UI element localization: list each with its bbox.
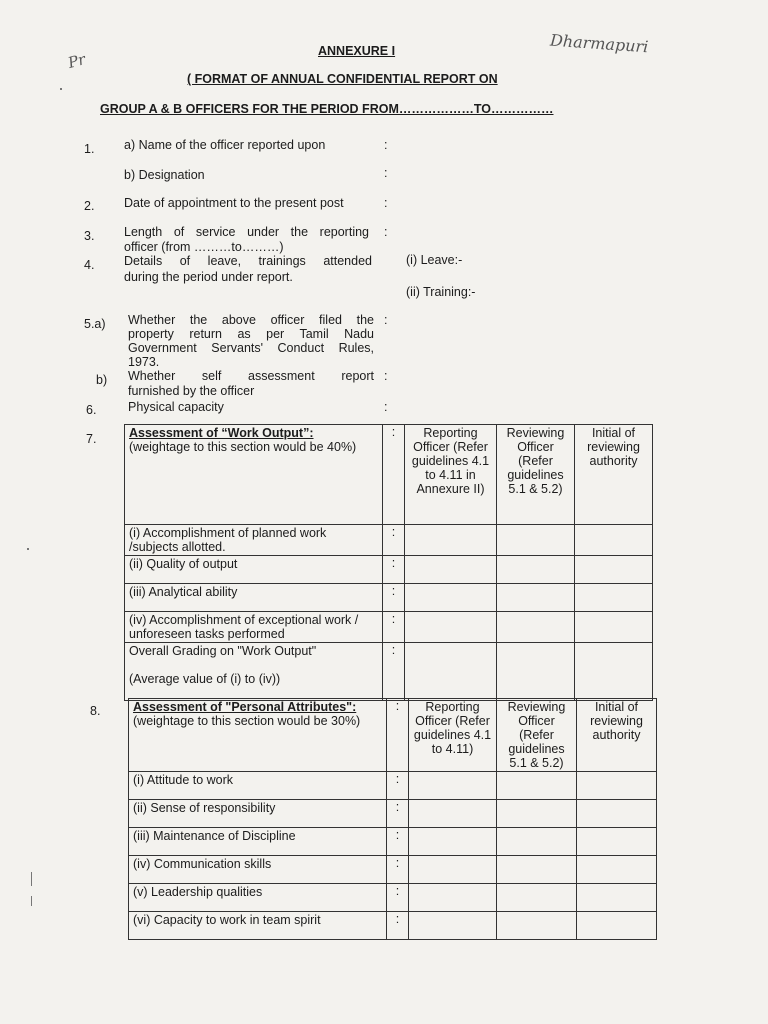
row-colon: :: [387, 856, 409, 884]
row-label: (ii) Sense of responsibility: [129, 800, 387, 828]
initial-cell[interactable]: [577, 828, 657, 856]
item-5a-line2: property return as per Tamil Nadu: [128, 327, 374, 341]
scan-dot: [60, 88, 62, 90]
table-row: [129, 800, 657, 828]
form-title-line2: GROUP A & B OFFICERS FOR THE PERIOD FROM………………TO……………: [100, 102, 554, 116]
reviewing-cell[interactable]: [497, 856, 577, 884]
table-row: [129, 856, 657, 884]
initial-cell[interactable]: [575, 584, 653, 612]
row-colon: :: [387, 800, 409, 828]
item-5a-colon: :: [384, 313, 388, 327]
row-colon: :: [387, 884, 409, 912]
item-4-line1: Details of leave, trainings attended: [124, 254, 372, 268]
item-3-number: 3.: [84, 229, 95, 243]
initial-cell[interactable]: [577, 772, 657, 800]
reviewing-cell[interactable]: [497, 828, 577, 856]
initial-cell[interactable]: [575, 612, 653, 643]
work-output-header-row: [125, 425, 653, 525]
row-colon: :: [383, 525, 405, 556]
col-reviewing-officer: Reviewing Officer (Refer guidelines 5.1 & 5.2): [497, 425, 575, 525]
reviewing-cell[interactable]: [497, 556, 575, 584]
row-colon: :: [383, 584, 405, 612]
personal-attributes-header-colon: :: [387, 699, 409, 772]
item-4-number: 4.: [84, 258, 95, 272]
reviewing-cell[interactable]: [497, 772, 577, 800]
table-row: [125, 584, 653, 612]
row-label: (ii) Quality of output: [125, 556, 383, 584]
handwritten-place-name: Dharmapuri: [549, 30, 649, 57]
item-3-line2: officer (from ………to………): [124, 240, 284, 254]
item-4-leave-label: (i) Leave:-: [406, 253, 463, 267]
row-colon: :: [387, 828, 409, 856]
item-4-training-label: (ii) Training:-: [406, 285, 476, 299]
row-colon: :: [387, 912, 409, 940]
item-5b-colon: :: [384, 369, 388, 383]
personal-attributes-header-row: [129, 699, 657, 772]
row-label: (i) Accomplishment of planned work /subjects allotted.: [125, 525, 383, 556]
scan-dot: [27, 548, 29, 550]
row-label: (v) Leadership qualities: [129, 884, 387, 912]
table-row: [125, 556, 653, 584]
item-6-colon: :: [384, 400, 388, 414]
reporting-cell[interactable]: [409, 772, 497, 800]
item-1b-label: b) Designation: [124, 168, 205, 182]
item-6-label: Physical capacity: [128, 400, 224, 414]
reporting-cell[interactable]: [409, 828, 497, 856]
reviewing-cell[interactable]: [497, 612, 575, 643]
overall-grading-row: [125, 643, 653, 701]
item-1a-colon: :: [384, 138, 388, 152]
item-5b-line1: Whether self assessment report: [128, 369, 374, 383]
work-output-table: [124, 424, 653, 701]
reporting-cell[interactable]: [405, 556, 497, 584]
row-label: (iii) Maintenance of Discipline: [129, 828, 387, 856]
item-5a-number: 5.a): [84, 317, 106, 331]
initial-cell[interactable]: [577, 856, 657, 884]
initial-cell[interactable]: [577, 800, 657, 828]
reporting-cell[interactable]: [409, 800, 497, 828]
reviewing-cell[interactable]: [497, 912, 577, 940]
work-output-weightage: (weightage to this section would be 40%): [129, 440, 357, 454]
form-title-line1: ( FORMAT OF ANNUAL CONFIDENTIAL REPORT ON: [187, 72, 498, 86]
row-colon: :: [387, 772, 409, 800]
reporting-cell[interactable]: [405, 643, 497, 701]
item-5a-line3: Government Servants' Conduct Rules,: [128, 341, 374, 355]
reporting-cell[interactable]: [405, 584, 497, 612]
reviewing-cell[interactable]: [497, 584, 575, 612]
item-1b-colon: :: [384, 166, 388, 180]
item-5b-line2: furnished by the officer: [128, 384, 255, 398]
initial-cell[interactable]: [577, 884, 657, 912]
table-row: [129, 884, 657, 912]
item-3-line1: Length of service under the reporting: [124, 225, 369, 239]
table-row: [125, 525, 653, 556]
table-row: [129, 828, 657, 856]
table-row: [125, 612, 653, 643]
col-initial-reviewing-authority: Initial of reviewing authority: [577, 699, 657, 772]
reviewing-cell[interactable]: [497, 884, 577, 912]
col-reporting-officer: Reporting Officer (Refer guidelines 4.1 to 4.11): [409, 699, 497, 772]
row-label: (vi) Capacity to work in team spirit: [129, 912, 387, 940]
row-label: (i) Attitude to work: [129, 772, 387, 800]
row-colon: :: [383, 556, 405, 584]
item-1a-label: a) Name of the officer reported upon: [124, 138, 326, 152]
scan-mark: [31, 872, 32, 886]
annexure-label: ANNEXURE I: [318, 44, 396, 58]
col-reviewing-officer: Reviewing Officer (Refer guidelines 5.1 & 5.2): [497, 699, 577, 772]
reviewing-cell[interactable]: [497, 800, 577, 828]
item-2-label: Date of appointment to the present post: [124, 196, 344, 210]
item-3-colon: :: [384, 225, 388, 239]
corner-scribble: Pr: [65, 50, 88, 72]
item-2-number: 2.: [84, 199, 95, 213]
item-4-line2: during the period under report.: [124, 270, 293, 284]
reporting-cell[interactable]: [409, 856, 497, 884]
row-label: (iv) Communication skills: [129, 856, 387, 884]
initial-cell[interactable]: [575, 643, 653, 701]
personal-attributes-table: [128, 698, 657, 940]
initial-cell[interactable]: [575, 556, 653, 584]
reviewing-cell[interactable]: [497, 643, 575, 701]
overall-grading-label: Overall Grading on "Work Output": [129, 644, 317, 658]
overall-grading-note: (Average value of (i) to (iv)): [129, 672, 281, 686]
col-initial-reviewing-authority: Initial of reviewing authority: [575, 425, 653, 525]
item-1-number: 1.: [84, 142, 95, 156]
personal-attributes-weightage: (weightage to this section would be 30%): [133, 714, 361, 728]
reviewing-cell[interactable]: [497, 525, 575, 556]
scan-mark: [31, 896, 32, 906]
personal-attributes-heading-cell: [129, 699, 387, 772]
reporting-cell[interactable]: [405, 525, 497, 556]
row-colon: :: [383, 612, 405, 643]
section-8-number: 8.: [90, 704, 101, 718]
initial-cell[interactable]: [577, 912, 657, 940]
work-output-header-colon: :: [383, 425, 405, 525]
item-6-number: 6.: [86, 403, 97, 417]
reporting-cell[interactable]: [409, 912, 497, 940]
item-5a-line4: 1973.: [128, 355, 160, 369]
item-5a-line1: Whether the above officer filed the: [128, 313, 374, 327]
section-7-number: 7.: [86, 432, 97, 446]
work-output-heading-cell: [125, 425, 383, 525]
personal-attributes-heading: Assessment of "Personal Attributes":: [133, 700, 357, 714]
reporting-cell[interactable]: [409, 884, 497, 912]
item-2-colon: :: [384, 196, 388, 210]
reporting-cell[interactable]: [405, 612, 497, 643]
row-label: (iv) Accomplishment of exceptional work / unforeseen tasks performed: [125, 612, 383, 643]
table-row: [129, 772, 657, 800]
work-output-heading: Assessment of “Work Output”:: [129, 426, 314, 440]
overall-grading-cell: [125, 643, 383, 701]
item-5b-number: b): [96, 373, 108, 387]
initial-cell[interactable]: [575, 525, 653, 556]
col-reporting-officer: Reporting Officer (Refer guidelines 4.1 to 4.11 in Annexure II): [405, 425, 497, 525]
row-colon: :: [383, 643, 405, 701]
row-label: (iii) Analytical ability: [125, 584, 383, 612]
table-row: [129, 912, 657, 940]
